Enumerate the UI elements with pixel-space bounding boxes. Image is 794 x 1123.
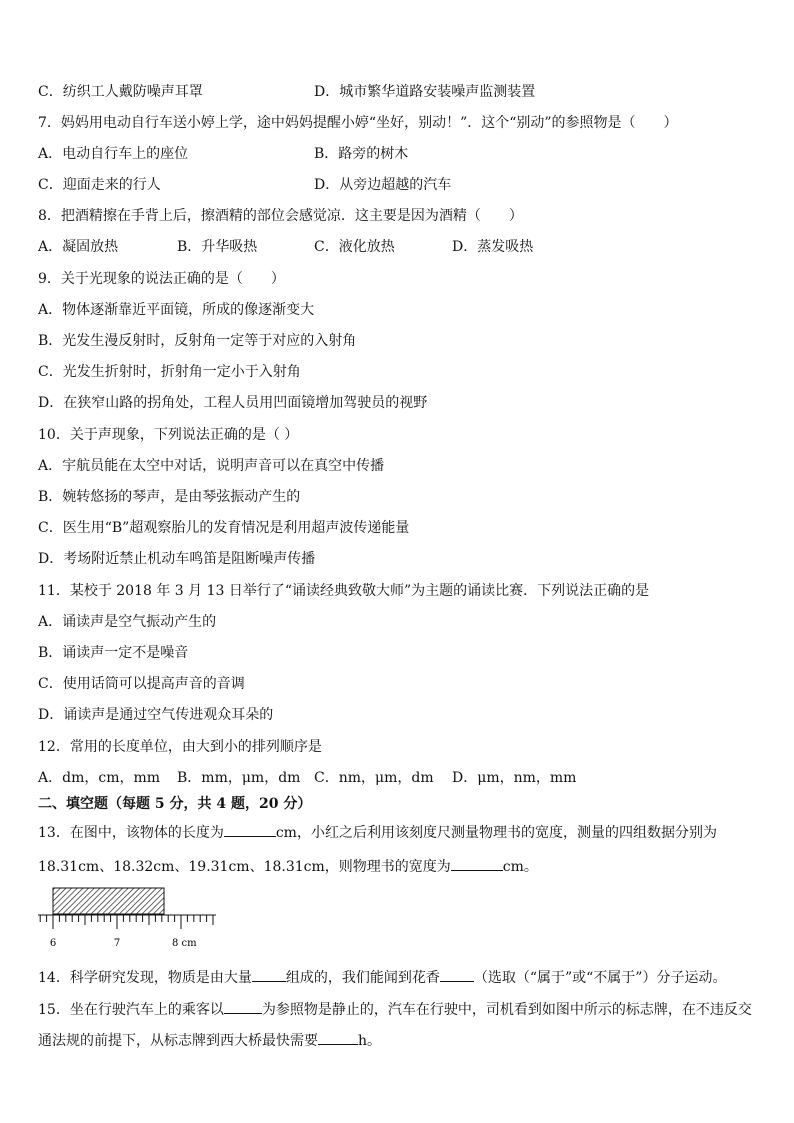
q15-line2 — [38, 1030, 381, 1050]
q14-blank-1[interactable] — [252, 967, 286, 982]
q15-line1 — [38, 999, 752, 1019]
ruler-label-8: 8 cm — [172, 938, 197, 949]
q8-option-b: B．升华吸热 — [177, 239, 258, 255]
q13-blank-width[interactable] — [451, 856, 503, 871]
q9-option-b: B．光发生漫反射时，反射角一定等于对应的入射角 — [38, 333, 357, 349]
q7-option-a: A．电动自行车上的座位 — [38, 146, 189, 162]
q11-option-c: C．使用话筒可以提高声音的音调 — [38, 676, 245, 692]
q15-text-2a: 通法规的前提下，从标志牌到西大桥最快需要 — [38, 1033, 318, 1049]
q10-option-b: B．婉转悠扬的琴声，是由琴弦振动产生的 — [38, 489, 301, 505]
q14-text-3: （选取（“属于”或“不属于”）分子运动。 — [473, 970, 727, 986]
q14-line — [38, 967, 726, 987]
q13-blank-length[interactable] — [224, 822, 276, 837]
q13-text-2a: 18.31cm、18.32cm、19.31cm、18.31cm，则物理书的宽度为 — [38, 859, 451, 875]
measured-object — [53, 888, 164, 914]
q9-option-d: D．在狭窄山路的拐角处，工程人员用凹面镜增加驾驶员的视野 — [38, 395, 428, 411]
q11-stem: 11．某校于 2018 年 3 月 13 日举行了“诵读经典致敬大师”为主题的诵读比赛．下列说法正确的是 — [38, 583, 650, 599]
q13-text-1a: 13．在图中，该物体的长度为 — [38, 825, 224, 841]
q7-stem: 7．妈妈用电动自行车送小婷上学，途中妈妈提醒小婷“坐好，别动！”．这个“别动”的参照物是（ ） — [38, 115, 678, 131]
q6-option-c: C．纺织工人戴防噪声耳罩 — [38, 84, 203, 100]
ruler-figure — [34, 880, 224, 952]
q14-text-1: 14．科学研究发现，物质是由大量 — [38, 970, 252, 986]
q8-stem: 8．把酒精擦在手背上后，擦酒精的部位会感觉凉．这主要是因为酒精（ ） — [38, 208, 523, 224]
q10-stem: 10．关于声现象，下列说法正确的是（ ） — [38, 427, 299, 443]
q9-option-a: A．物体逐渐靠近平面镜，所成的像逐渐变大 — [38, 302, 315, 318]
section-title: 二、填空题（每题 5 分，共 4 题，20 分） — [38, 796, 312, 812]
q13-line1 — [38, 822, 717, 842]
ruler-label-6: 6 — [49, 938, 57, 949]
q6-option-d: D．城市繁华道路安装噪声监测装置 — [314, 84, 536, 100]
q12-stem: 12．常用的长度单位，由大到小的排列顺序是 — [38, 739, 322, 755]
q13-line2 — [38, 856, 538, 876]
ruler-label-7: 7 — [113, 938, 121, 949]
q10-option-d: D．考场附近禁止机动车鸣笛是阻断噪声传播 — [38, 551, 316, 567]
q7-option-d: D．从旁边超越的汽车 — [314, 177, 452, 193]
q8-option-d: D．蒸发吸热 — [452, 239, 534, 255]
q7-option-b: B．路旁的树木 — [314, 146, 409, 162]
q12-option-b: B．mm，μm，dm — [177, 770, 301, 786]
q14-text-2: 组成的，我们能闻到花香 — [285, 970, 440, 986]
q10-option-c: C．医生用“B”超观察胎儿的发育情况是利用超声波传递能量 — [38, 520, 410, 536]
q13-text-2b: cm。 — [502, 859, 538, 875]
q15-blank-2[interactable] — [318, 1030, 358, 1045]
q15-blank-1[interactable] — [224, 999, 262, 1014]
q15-text-1a: 15．坐在行驶汽车上的乘客以 — [38, 1002, 224, 1018]
q12-option-d: D．μm，nm，mm — [452, 770, 577, 786]
q13-text-1b: cm，小红之后利用该刻度尺测量物理书的宽度，测量的四组数据分别为 — [275, 825, 717, 841]
q8-option-c: C．液化放热 — [314, 239, 395, 255]
q11-option-b: B．诵读声一定不是噪音 — [38, 645, 189, 661]
q12-option-c: C．nm，μm，dm — [314, 770, 434, 786]
q14-blank-2[interactable] — [440, 967, 474, 982]
q8-option-a: A．凝固放热 — [38, 239, 119, 255]
q10-option-a: A．宇航员能在太空中对话，说明声音可以在真空中传播 — [38, 458, 385, 474]
q7-option-c: C．迎面走来的行人 — [38, 177, 161, 193]
q11-option-d: D．诵读声是通过空气传进观众耳朵的 — [38, 707, 274, 723]
q11-option-a: A．诵读声是空气振动产生的 — [38, 614, 217, 630]
q15-text-1b: 为参照物是静止的，汽车在行驶中，司机看到如图中所示的标志牌，在不违反交 — [261, 1002, 752, 1018]
ruler-ticks — [40, 915, 213, 929]
q9-option-c: C．光发生折射时，折射角一定小于入射角 — [38, 364, 301, 380]
q15-text-2b: h。 — [358, 1033, 382, 1049]
q12-option-a: A．dm，cm，mm — [38, 770, 161, 786]
q9-stem: 9．关于光现象的说法正确的是（ ） — [38, 271, 285, 287]
